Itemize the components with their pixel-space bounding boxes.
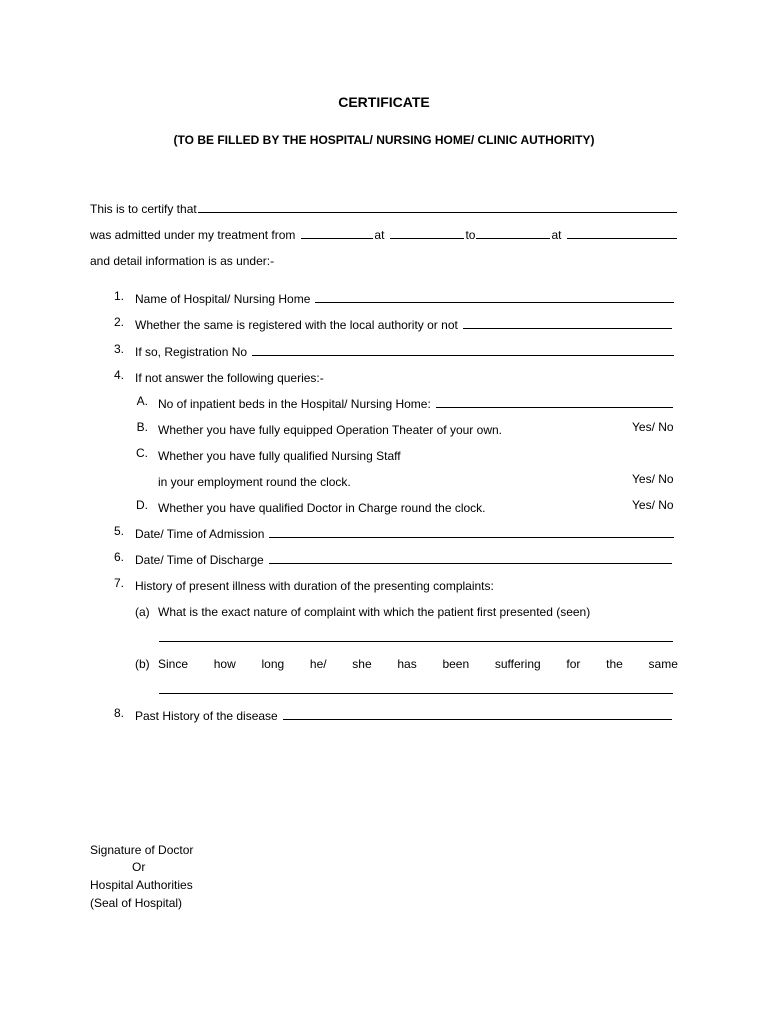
to-label: to xyxy=(465,228,476,242)
item-3-label: If so, Registration No xyxy=(135,345,248,359)
page-subtitle: (TO BE FILLED BY THE HOSPITAL/ NURSING HOME/ CLINIC AUTHORITY) xyxy=(173,133,595,147)
item-6-number: 6. xyxy=(113,550,124,564)
item-3 xyxy=(135,339,675,359)
item-7b-word: the xyxy=(606,657,623,671)
item-1-number: 1. xyxy=(113,289,124,303)
admitted-label: was admitted under my treatment from xyxy=(90,228,296,242)
item-7-label: History of present illness with duration of the presenting complaints: xyxy=(135,579,494,593)
item-4 xyxy=(135,365,324,385)
discharge-date-field[interactable] xyxy=(476,226,550,239)
item-d-letter: D. xyxy=(136,498,148,512)
item-c-line-2 xyxy=(158,469,351,489)
item-2 xyxy=(135,312,673,332)
item-8 xyxy=(135,703,673,723)
seal-label: (Seal of Hospital) xyxy=(90,896,183,910)
item-d xyxy=(158,495,486,515)
patient-name-field[interactable] xyxy=(198,200,677,213)
signature-label: Signature of Doctor xyxy=(90,843,194,857)
complaint-nature-field[interactable] xyxy=(159,629,673,642)
item-1-label: Name of Hospital/ Nursing Home xyxy=(135,292,311,306)
detail-label: and detail information is as under:- xyxy=(90,254,275,268)
at-label-2: at xyxy=(551,228,562,242)
item-7b-word: for xyxy=(566,657,581,671)
item-7b-answer-line xyxy=(158,677,674,697)
item-7b-word: Since xyxy=(158,657,189,671)
item-7a-answer-line xyxy=(158,625,674,645)
item-7b-words xyxy=(158,651,678,671)
admission-date-field[interactable] xyxy=(301,226,373,239)
page-title: CERTIFICATE xyxy=(338,94,430,110)
item-5-number: 5. xyxy=(113,524,124,538)
intro-line-detail xyxy=(90,248,678,268)
item-7 xyxy=(135,573,494,593)
intro-certify-label: This is to certify that xyxy=(90,202,197,216)
item-c-letter: C. xyxy=(136,446,148,460)
item-a-label: No of inpatient beds in the Hospital/ Nursing Home: xyxy=(158,397,431,411)
item-7b-word: he/ xyxy=(309,657,327,671)
registered-field[interactable] xyxy=(463,316,672,329)
item-b-label: Whether you have fully equipped Operation Theater of your own. xyxy=(158,423,502,437)
item-4-label: If not answer the following queries:- xyxy=(135,371,324,385)
item-c-line-1 xyxy=(158,443,401,463)
item-c-label-1: Whether you have fully qualified Nursing Staff xyxy=(158,449,401,463)
item-d-yes-no[interactable]: Yes/ No xyxy=(632,498,674,512)
item-7b-word: suffering xyxy=(494,657,541,671)
hospital-authorities-label: Hospital Authorities xyxy=(90,878,193,892)
item-b-letter: B. xyxy=(136,420,148,434)
item-7b-word: she xyxy=(352,657,372,671)
discharge-datetime-field[interactable] xyxy=(269,551,672,564)
intro-line-admitted xyxy=(90,222,678,242)
item-b-yes-no[interactable]: Yes/ No xyxy=(632,420,674,434)
inpatient-beds-field[interactable] xyxy=(436,395,673,408)
item-7b-word: how xyxy=(213,657,236,671)
item-d-label: Whether you have qualified Doctor in Charge round the clock. xyxy=(158,501,486,515)
admission-datetime-field[interactable] xyxy=(269,525,674,538)
item-1 xyxy=(135,286,675,306)
item-5-label: Date/ Time of Admission xyxy=(135,527,265,541)
item-7b-number: (b) xyxy=(135,657,150,671)
registration-no-field[interactable] xyxy=(252,343,674,356)
at-label-1: at xyxy=(374,228,385,242)
item-7a-number: (a) xyxy=(135,605,150,619)
item-b xyxy=(158,417,502,437)
item-5 xyxy=(135,521,675,541)
item-6 xyxy=(135,547,673,567)
item-7b-word: long xyxy=(261,657,285,671)
item-a xyxy=(158,391,674,411)
item-8-number: 8. xyxy=(113,706,124,720)
item-8-label: Past History of the disease xyxy=(135,709,278,723)
discharge-time-field[interactable] xyxy=(567,226,677,239)
item-7b-word: been xyxy=(442,657,470,671)
hospital-name-field[interactable] xyxy=(315,290,674,303)
intro-line-certify xyxy=(90,196,678,216)
item-7a-label: What is the exact nature of complaint with which the patient first presented (seen) xyxy=(158,605,591,619)
item-2-number: 2. xyxy=(113,315,124,329)
item-a-letter: A. xyxy=(136,394,148,408)
item-7a xyxy=(158,599,678,619)
signature-or: Or xyxy=(132,860,146,874)
item-c-label-2: in your employment round the clock. xyxy=(158,475,351,489)
item-2-label: Whether the same is registered with the local authority or not xyxy=(135,318,458,332)
item-4-number: 4. xyxy=(113,368,124,382)
item-7-number: 7. xyxy=(113,576,124,590)
item-3-number: 3. xyxy=(113,342,124,356)
suffering-duration-field[interactable] xyxy=(159,681,673,694)
item-c-yes-no[interactable]: Yes/ No xyxy=(632,472,674,486)
item-7b-word: has xyxy=(397,657,417,671)
past-history-field[interactable] xyxy=(283,707,672,720)
item-6-label: Date/ Time of Discharge xyxy=(135,553,264,567)
admission-time-field[interactable] xyxy=(390,226,464,239)
item-7b-word: same xyxy=(648,657,678,671)
